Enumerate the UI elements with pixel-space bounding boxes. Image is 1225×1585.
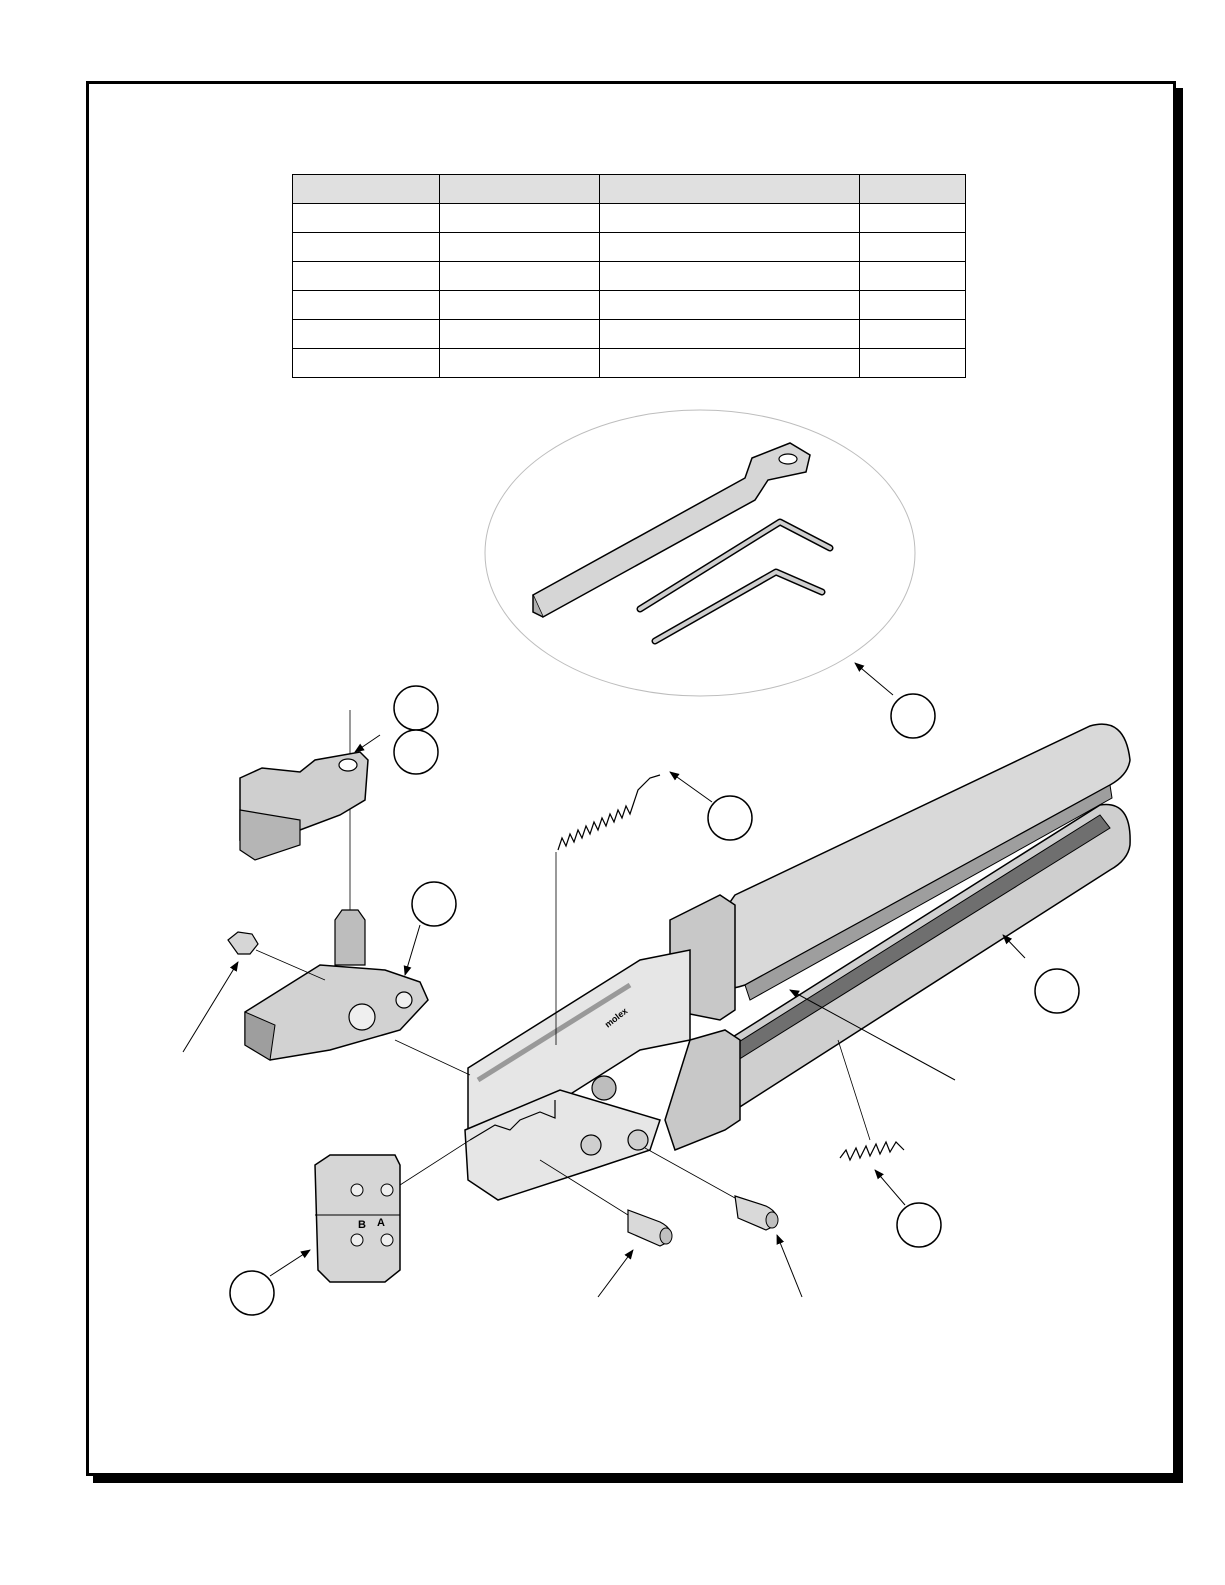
leader-locator <box>355 735 380 752</box>
pivot-pin-left <box>581 1135 601 1155</box>
callout-circle-ratchet <box>412 882 456 926</box>
tool-kit-outline <box>485 410 915 696</box>
spring-upper <box>558 775 660 850</box>
die-set-group <box>230 1140 470 1315</box>
callout-circle-spring-lower <box>897 1203 941 1247</box>
spring-lower-group <box>838 1040 941 1247</box>
callout-circle-die-set <box>230 1271 274 1315</box>
leader-spring-upper <box>670 772 712 802</box>
leader-pin-right <box>777 1235 802 1297</box>
leader-ratchet-block <box>405 925 420 975</box>
leader-handle <box>1003 935 1025 958</box>
leader-pin-middle <box>598 1250 633 1297</box>
pivot-hole <box>592 1076 616 1100</box>
pivot-pin-right <box>628 1130 648 1150</box>
callout-circle-spring-upper <box>708 796 752 840</box>
leader-screw-left <box>183 962 238 1052</box>
lower-collar <box>665 1030 740 1150</box>
locator-group <box>240 686 438 915</box>
leader-tool-kit <box>855 663 893 695</box>
ratchet-block-group <box>245 882 470 1075</box>
leader-spring-lower <box>875 1170 905 1205</box>
callout-circle-locator-screw <box>394 730 438 774</box>
leader-die-set <box>270 1250 310 1276</box>
callout-circle-handle <box>1035 969 1079 1013</box>
pin-right-group <box>645 1148 802 1297</box>
callout-circle-locator <box>394 686 438 730</box>
callout-circle-tool-kit <box>891 694 935 738</box>
logo-text: molex <box>602 1005 630 1030</box>
screw-left <box>228 932 258 954</box>
spring-lower <box>840 1142 904 1160</box>
die-mark-b: B <box>358 1219 366 1231</box>
tool-kit-group <box>485 410 935 738</box>
die-mark-a: A <box>377 1217 385 1229</box>
ratchet-pin <box>335 910 365 965</box>
crimp-tool-body <box>465 724 1130 1200</box>
